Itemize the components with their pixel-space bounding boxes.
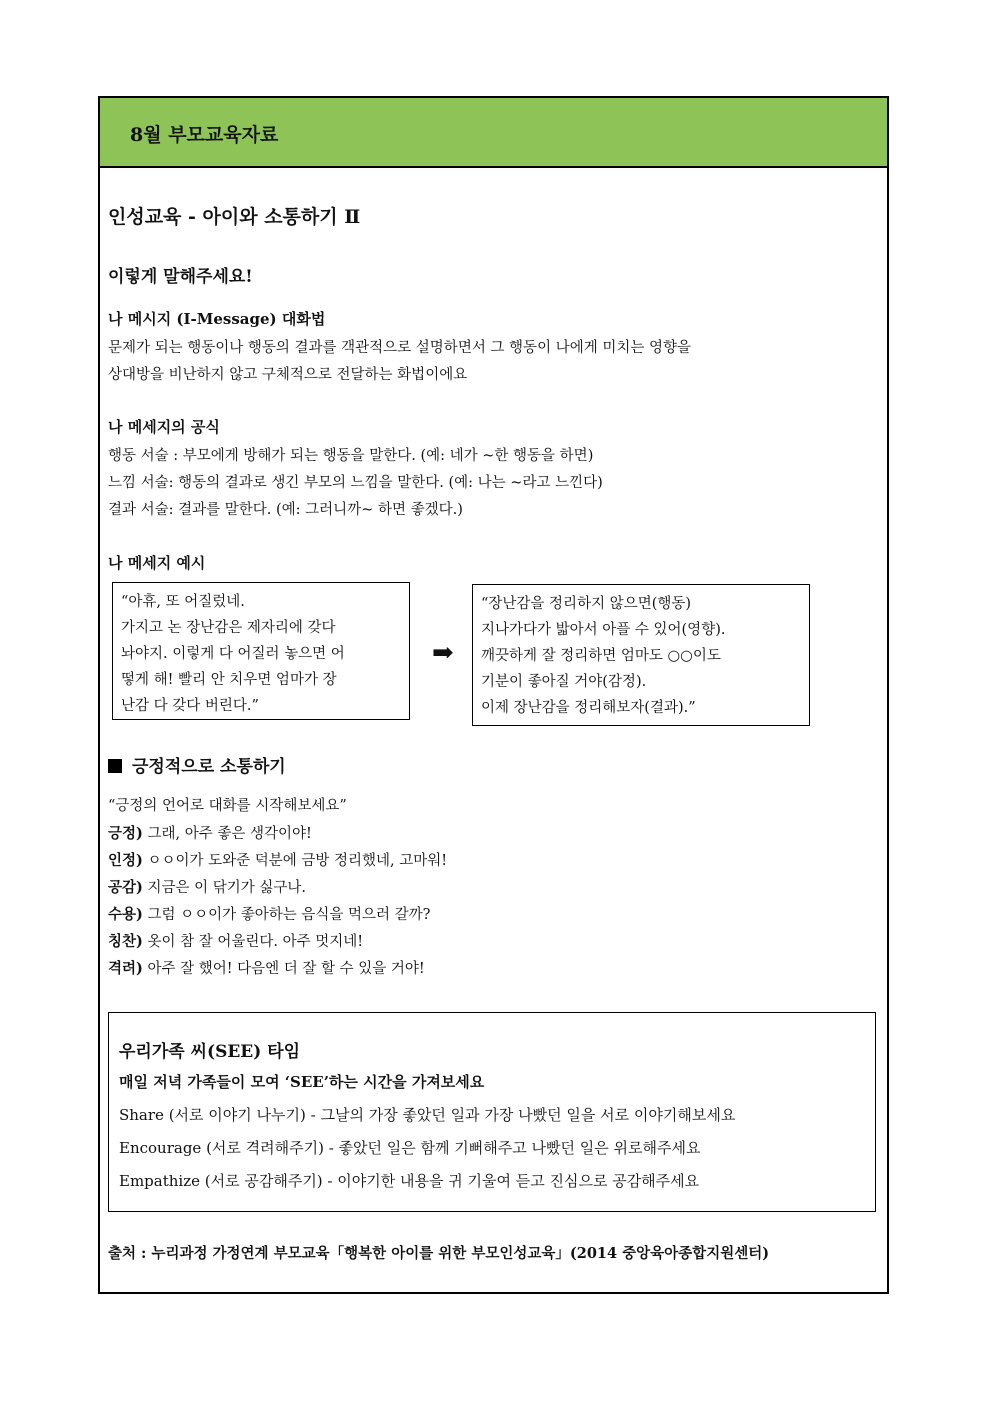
formula-line-2: 느낌 서술: 행동의 결과로 생긴 부모의 느낌을 말한다. (예: 나는 ~라고 느낀다) bbox=[108, 475, 603, 491]
item-text: 옷이 참 잘 어울린다. 아주 멋지네! bbox=[142, 934, 364, 950]
imessage-line-1: 문제가 되는 행동이나 행동의 결과를 객관적으로 설명하면서 그 행동이 나에게 미치는 영향을 bbox=[108, 340, 691, 356]
example-title: 나 메세지 예시 bbox=[108, 554, 206, 572]
list-item bbox=[108, 876, 306, 897]
header-title: 8월 부모교육자료 bbox=[130, 124, 279, 146]
imessage-line-2: 상대방을 비난하지 않고 구체적으로 전달하는 화법이에요 bbox=[108, 367, 468, 383]
see-share-line: Share (서로 이야기 나누기) - 그날의 가장 좋았던 일과 가장 나빴던 일을 서로 이야기해보세요 bbox=[119, 1106, 736, 1124]
main-title: 인성교육 - 아이와 소통하기 Ⅱ bbox=[108, 206, 361, 228]
item-text: 그럼 ㅇㅇ이가 좋아하는 음식을 먹으러 갈까? bbox=[142, 907, 431, 923]
after-line: 이제 장난감을 정리해보자(결과).” bbox=[481, 700, 696, 716]
before-line: 가지고 논 장난감은 제자리에 갖다 bbox=[121, 620, 336, 636]
item-label: 칭찬) bbox=[108, 933, 143, 950]
item-label: 인정) bbox=[108, 852, 143, 869]
list-item bbox=[108, 903, 430, 924]
before-line: 난감 다 갖다 버린다.” bbox=[121, 698, 259, 714]
header-bar bbox=[100, 98, 887, 168]
see-empathize-line: Empathize (서로 공감해주기) - 이야기한 내용을 귀 기울여 듣고 진심으로 공감해주세요 bbox=[119, 1172, 700, 1190]
after-line: 깨끗하게 잘 정리하면 엄마도 ○○이도 bbox=[481, 648, 721, 664]
imessage-title: 나 메시지 (I-Message) 대화법 bbox=[108, 310, 326, 328]
see-time-box bbox=[108, 1012, 876, 1212]
item-label: 수용) bbox=[108, 906, 143, 923]
section2-quote: “긍정의 언어로 대화를 시작해보세요” bbox=[108, 798, 347, 814]
black-square-icon bbox=[108, 759, 122, 773]
list-item bbox=[108, 957, 425, 978]
before-line: 놔야지. 이렇게 다 어질러 놓으면 어 bbox=[121, 646, 345, 662]
example-after-box bbox=[472, 584, 810, 726]
list-item bbox=[108, 930, 363, 951]
item-label: 공감) bbox=[108, 879, 143, 896]
item-text: ㅇㅇ이가 도와준 덕분에 금방 정리했네, 고마워! bbox=[142, 853, 448, 869]
list-item bbox=[108, 822, 312, 843]
arrow-right-icon: ➡ bbox=[432, 638, 454, 668]
example-before-box bbox=[112, 582, 410, 720]
document-frame bbox=[98, 96, 889, 1294]
before-line: 떻게 해! 빨리 안 치우면 엄마가 장 bbox=[121, 672, 337, 688]
list-item bbox=[108, 849, 447, 870]
item-label: 긍정) bbox=[108, 825, 143, 842]
item-text: 그래, 아주 좋은 생각이야! bbox=[142, 826, 312, 842]
formula-line-3: 결과 서술: 결과를 말한다. (예: 그러니까~ 하면 좋겠다.) bbox=[108, 502, 463, 518]
see-encourage-line: Encourage (서로 격려해주기) - 좋았던 일은 함께 기뻐해주고 나빴던 일은 위로해주세요 bbox=[119, 1139, 701, 1157]
before-line: “아휴, 또 어질렀네. bbox=[121, 594, 245, 610]
item-text: 아주 잘 했어! 다음엔 더 잘 할 수 있을 거야! bbox=[142, 961, 425, 977]
after-line: 지나가다가 밟아서 아플 수 있어(영향). bbox=[481, 622, 726, 638]
item-text: 지금은 이 닦기가 싫구나. bbox=[142, 880, 306, 896]
source-citation: 출처 : 누리과정 가정연계 부모교육「행복한 아이를 위한 부모인성교육」(2014 중앙육아종합지원센터) bbox=[108, 1245, 770, 1262]
after-line: “장난감을 정리하지 않으면(행동) bbox=[481, 596, 692, 612]
after-line: 기분이 좋아질 거야(감정). bbox=[481, 674, 647, 690]
formula-title: 나 메세지의 공식 bbox=[108, 418, 220, 436]
section2-heading: 긍정적으로 소통하기 bbox=[132, 757, 286, 777]
section2-heading-row bbox=[108, 752, 286, 777]
item-label: 격려) bbox=[108, 960, 143, 977]
formula-line-1: 행동 서술 : 부모에게 방해가 되는 행동을 말한다. (예: 네가 ~한 행동을 하면) bbox=[108, 448, 594, 464]
see-title: 우리가족 씨(SEE) 타임 bbox=[119, 1042, 301, 1062]
see-subtitle: 매일 저녁 가족들이 모여 ‘SEE’하는 시간을 가져보세요 bbox=[119, 1073, 485, 1091]
section1-heading: 이렇게 말해주세요! bbox=[108, 267, 253, 287]
